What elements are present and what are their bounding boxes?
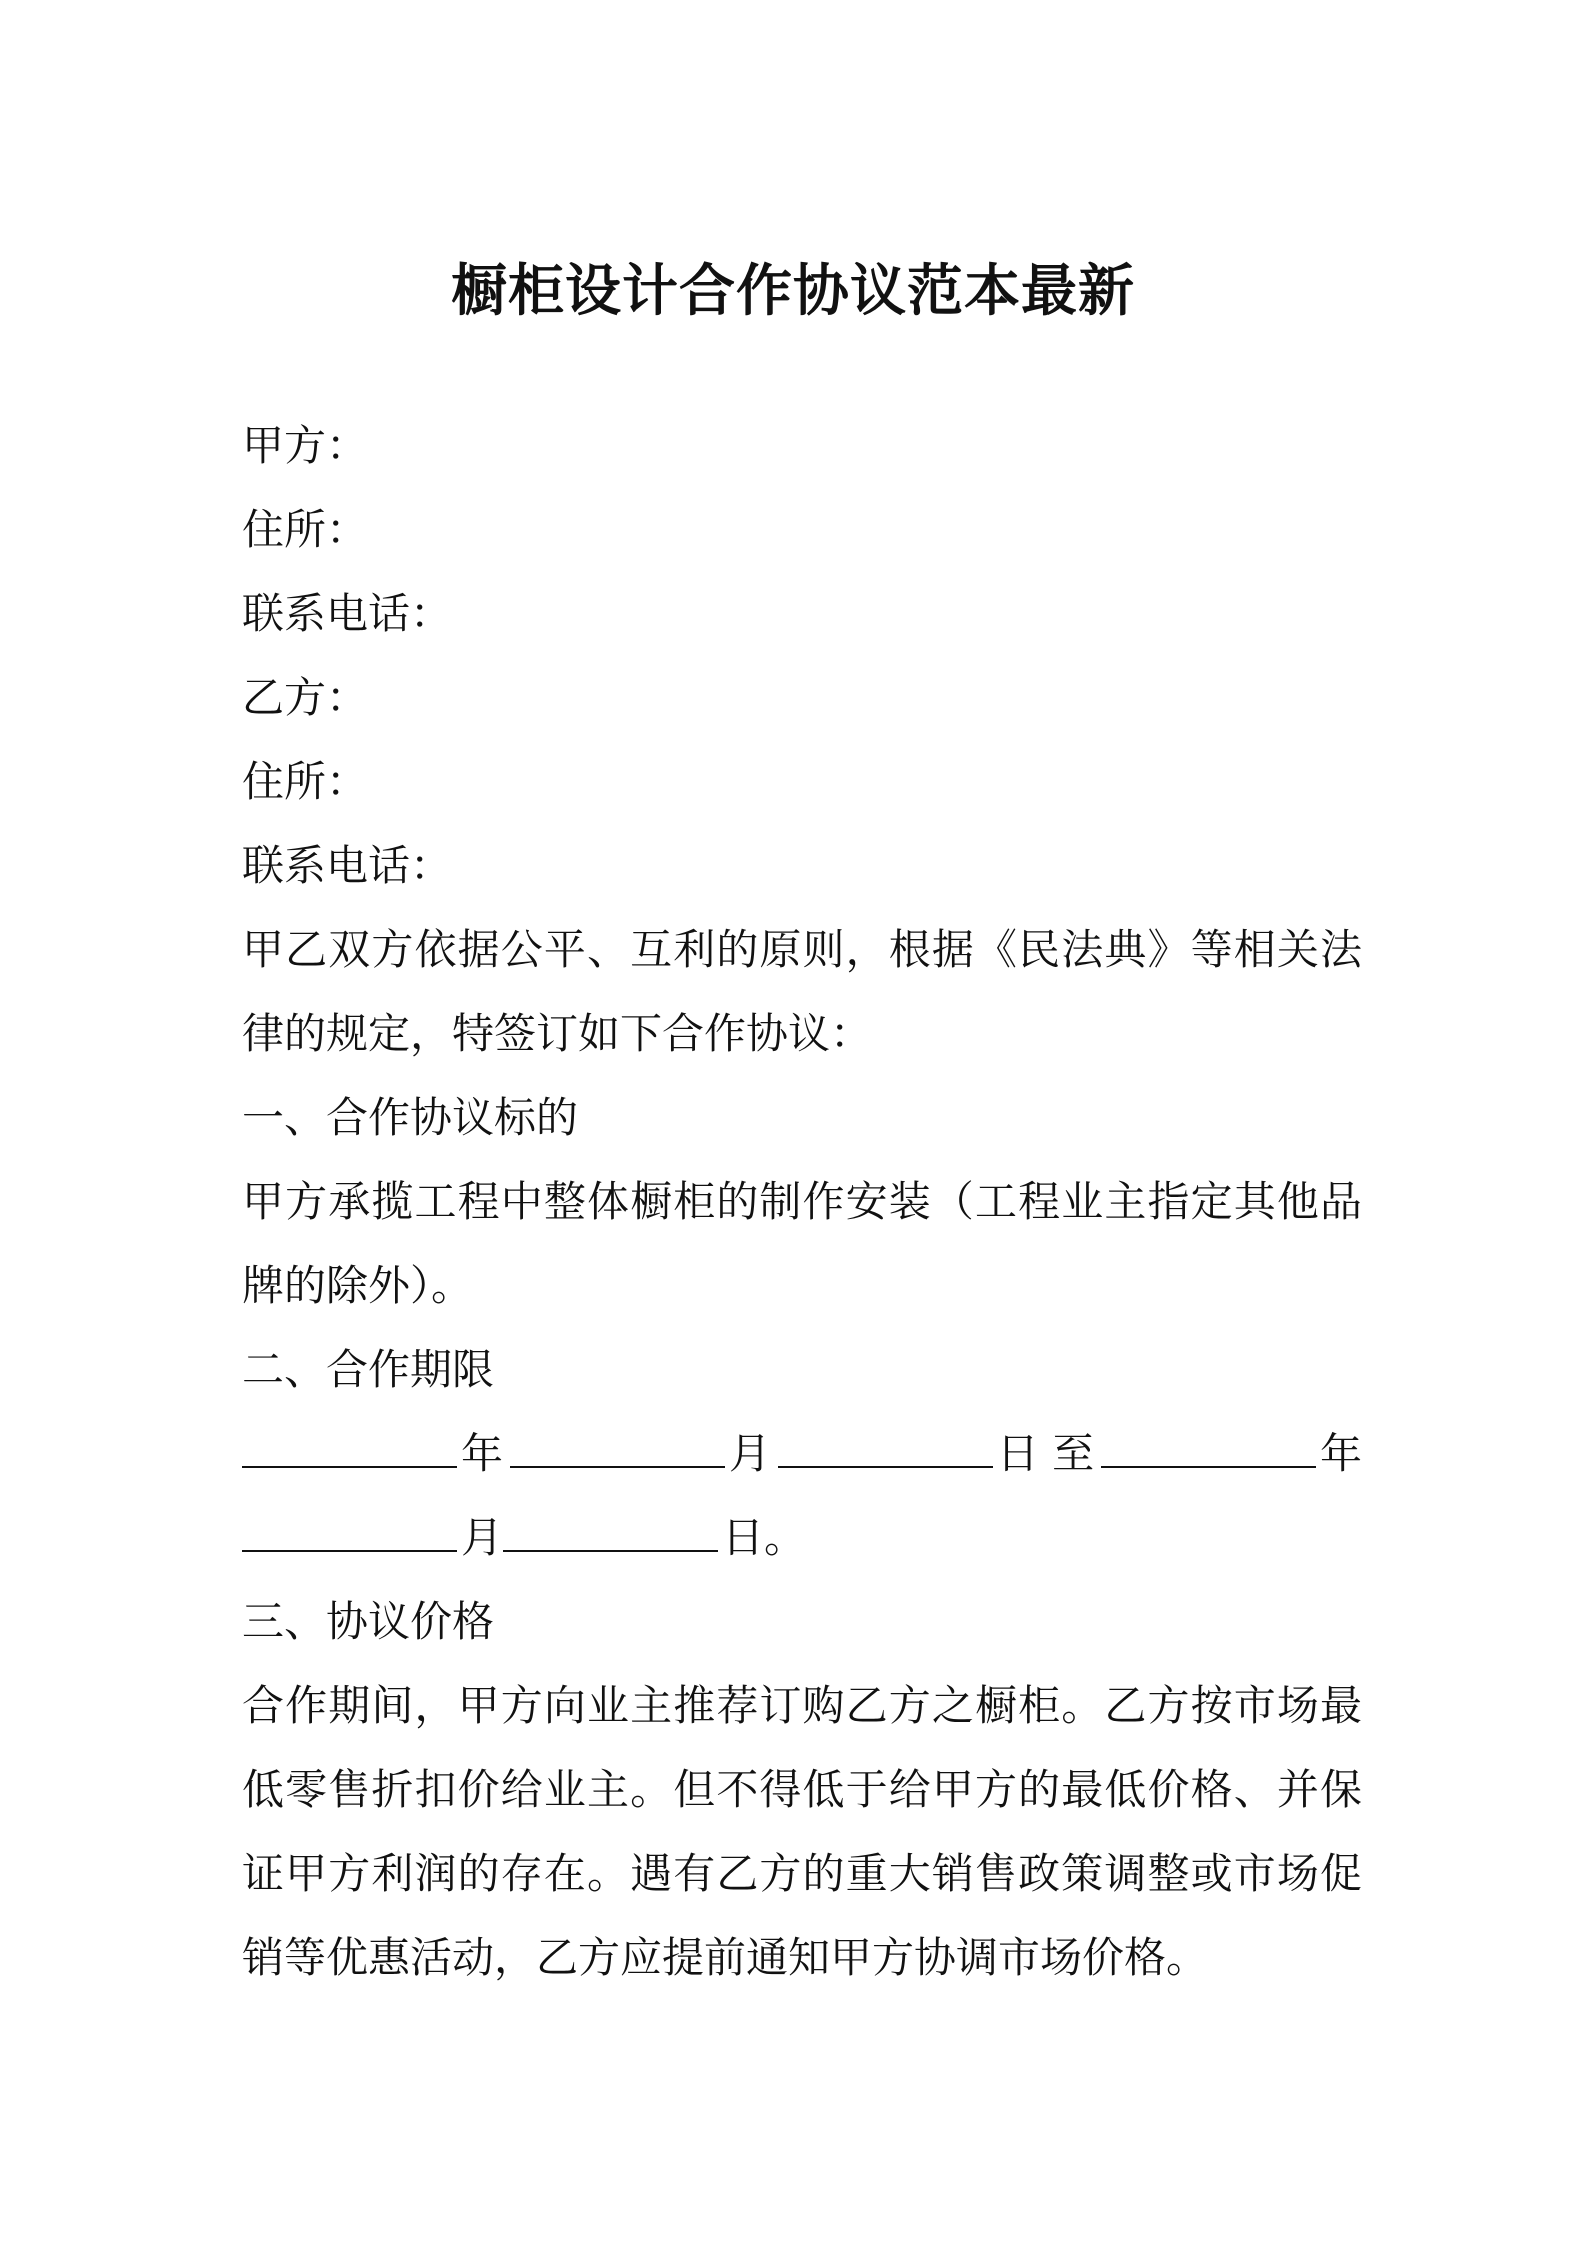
blank-underline: [778, 1432, 993, 1468]
party-a-phone-label: 联系电话：: [242, 589, 453, 638]
unit-year: 年: [1319, 1429, 1362, 1478]
section-1-text: 甲方承揽工程中整体橱柜的制作安装（工程业主指定其他品牌的除外）。: [242, 1177, 1362, 1310]
party-b-name-label: 乙方：: [242, 673, 369, 722]
party-a-address-label: 住所：: [242, 505, 369, 554]
section-3-heading: 三、协议价格: [242, 1597, 495, 1646]
party-a-name-label: 甲方：: [242, 421, 369, 470]
date-field-end-year: [1101, 1412, 1362, 1496]
section-1-heading: 一、合作协议标的: [242, 1093, 579, 1142]
blank-underline: [510, 1432, 725, 1468]
unit-month: 月: [728, 1429, 771, 1478]
party-b-phone-label: 联系电话：: [242, 841, 453, 890]
unit-day-end: 日。: [722, 1513, 807, 1562]
date-field-start-month: [510, 1412, 771, 1496]
blank-underline: [242, 1432, 457, 1468]
blank-underline: [242, 1516, 457, 1552]
preamble-paragraph: 甲乙双方依据公平、互利的原则，根据《民法典》等相关法律的规定，特签订如下合作协议：: [242, 925, 1362, 1058]
term-date-line-1: [242, 1412, 1362, 1496]
unit-day: 日: [996, 1429, 1039, 1478]
party-b-address-label: 住所：: [242, 757, 369, 806]
unit-to: 至: [1052, 1429, 1095, 1478]
unit-month: 月: [461, 1513, 504, 1562]
unit-year: 年: [461, 1429, 504, 1478]
section-3-text: 合作期间，甲方向业主推荐订购乙方之橱柜。乙方按市场最低零售折扣价给业主。但不得低于给甲方的最低价格、并保证甲方利润的存在。遇有乙方的重大销售政策调整或市场促销等优惠活动，乙方应提前通知甲方协调市场价格。: [242, 1681, 1362, 1982]
date-field-start-day: [778, 1412, 1094, 1496]
date-field-start-year: [242, 1412, 503, 1496]
term-date-line-2: [242, 1496, 1362, 1580]
blank-underline: [503, 1516, 718, 1552]
document-body: [242, 404, 1362, 2000]
document-title: 橱柜设计合作协议范本最新: [451, 259, 1135, 324]
blank-underline: [1101, 1432, 1316, 1468]
section-2-heading: 二、合作期限: [242, 1345, 495, 1394]
